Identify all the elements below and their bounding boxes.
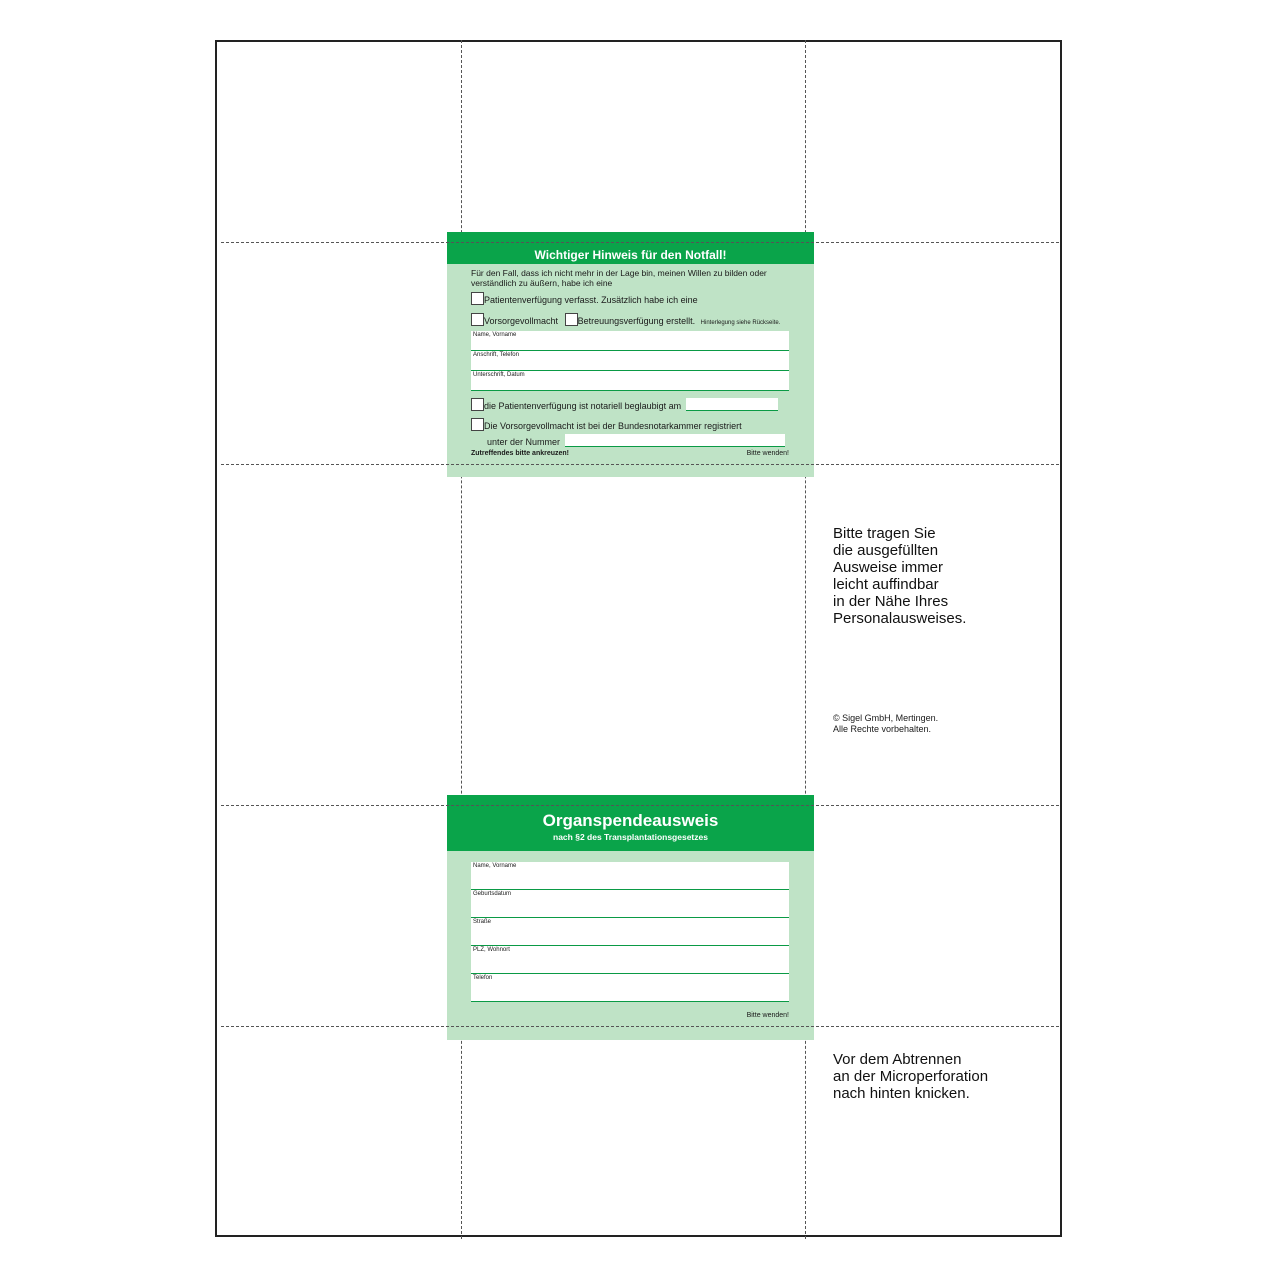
emergency-card-title: Wichtiger Hinweis für den Notfall!	[447, 232, 814, 264]
betreuungsverfuegung-checkbox[interactable]	[565, 313, 578, 326]
fold-line: Vor dem Abtrennen	[833, 1051, 962, 1068]
vorsorgevollmacht-checkbox[interactable]	[471, 313, 484, 326]
copyright-line: Alle Rechte vorbehalten.	[833, 724, 932, 734]
registered-label: Die Vorsorgevollmacht ist bei der Bundesnotarkammer registriert	[484, 421, 742, 431]
notarized-date-field[interactable]	[686, 398, 778, 411]
hinterlegung-note: Hinterlegung siehe Rückseite.	[700, 320, 781, 326]
organ-donor-card	[447, 795, 814, 1040]
organ-birthdate-field[interactable]	[471, 890, 789, 918]
intro-line-1: Für den Fall, dass ich nicht mehr in der Lage bin, meinen Willen zu bilden oder	[471, 268, 767, 278]
perforation-horizontal-1	[221, 242, 1059, 243]
address-field[interactable]	[471, 351, 789, 371]
number-label: unter der Nummer	[487, 437, 561, 447]
emergency-card-body	[447, 264, 814, 477]
copyright-notice	[833, 713, 938, 735]
organ-street-field[interactable]	[471, 918, 789, 946]
option-betreuung-label: Betreuungsverfügung erstellt.	[577, 316, 696, 326]
carry-line: leicht auffindbar	[833, 576, 939, 593]
organ-phone-label: Telefon	[473, 975, 493, 981]
carry-instruction	[833, 525, 966, 627]
organ-name-label: Name, Vorname	[473, 863, 517, 869]
emergency-turn-over: Bitte wenden!	[746, 450, 789, 457]
carry-line: Personalausweises.	[833, 610, 967, 627]
perforation-vertical-right	[805, 40, 806, 1239]
organ-card-subtitle: nach §2 des Transplantationsgesetzes	[553, 832, 708, 842]
organ-city-field[interactable]	[471, 946, 789, 974]
organ-birthdate-label: Geburtsdatum	[473, 891, 512, 897]
organ-name-field[interactable]	[471, 862, 789, 890]
signature-field[interactable]	[471, 371, 789, 391]
perforation-horizontal-2	[221, 464, 1059, 465]
notarized-checkbox[interactable]	[471, 398, 484, 411]
carry-line: Ausweise immer	[833, 559, 944, 576]
option-vorsorge-label: Vorsorgevollmacht	[484, 316, 559, 326]
organ-card-body	[447, 851, 814, 1040]
organ-city-label: PLZ, Wohnort	[473, 947, 510, 953]
name-field[interactable]	[471, 331, 789, 351]
notarized-label: die Patientenverfügung ist notariell beglaubigt am	[484, 401, 682, 411]
organ-street-label: Straße	[473, 919, 492, 925]
fold-line: an der Microperforation	[833, 1068, 989, 1085]
emergency-card	[447, 232, 814, 477]
fold-instruction	[833, 1051, 988, 1102]
intro-line-2: verständlich zu äußern, habe ich eine	[471, 278, 613, 288]
registry-number-field[interactable]	[565, 434, 785, 447]
perforation-horizontal-3	[221, 805, 1059, 806]
carry-line: die ausgefüllten	[833, 542, 939, 559]
registered-checkbox[interactable]	[471, 418, 484, 431]
copyright-line: © Sigel GmbH, Mertingen.	[833, 713, 939, 723]
option-patient-label: Patientenverfügung verfasst. Zusätzlich habe ich eine	[484, 295, 698, 305]
address-field-label: Anschrift, Telefon	[473, 352, 519, 358]
name-field-label: Name, Vorname	[473, 332, 517, 338]
patientenverfuegung-checkbox[interactable]	[471, 292, 484, 305]
carry-line: in der Nähe Ihres	[833, 593, 949, 610]
perforation-vertical-left	[461, 40, 462, 1239]
organ-turn-over: Bitte wenden!	[746, 1012, 789, 1019]
organ-card-header	[447, 795, 814, 851]
footer-instruction: Zutreffendes bitte ankreuzen!	[471, 450, 570, 457]
organ-phone-field[interactable]	[471, 974, 789, 1002]
fold-line: nach hinten knicken.	[833, 1085, 970, 1102]
organ-card-title: Organspendeausweis	[542, 811, 719, 830]
perforation-horizontal-4	[221, 1026, 1059, 1027]
carry-line: Bitte tragen Sie	[833, 525, 936, 542]
signature-field-label: Unterschrift, Datum	[473, 372, 525, 378]
